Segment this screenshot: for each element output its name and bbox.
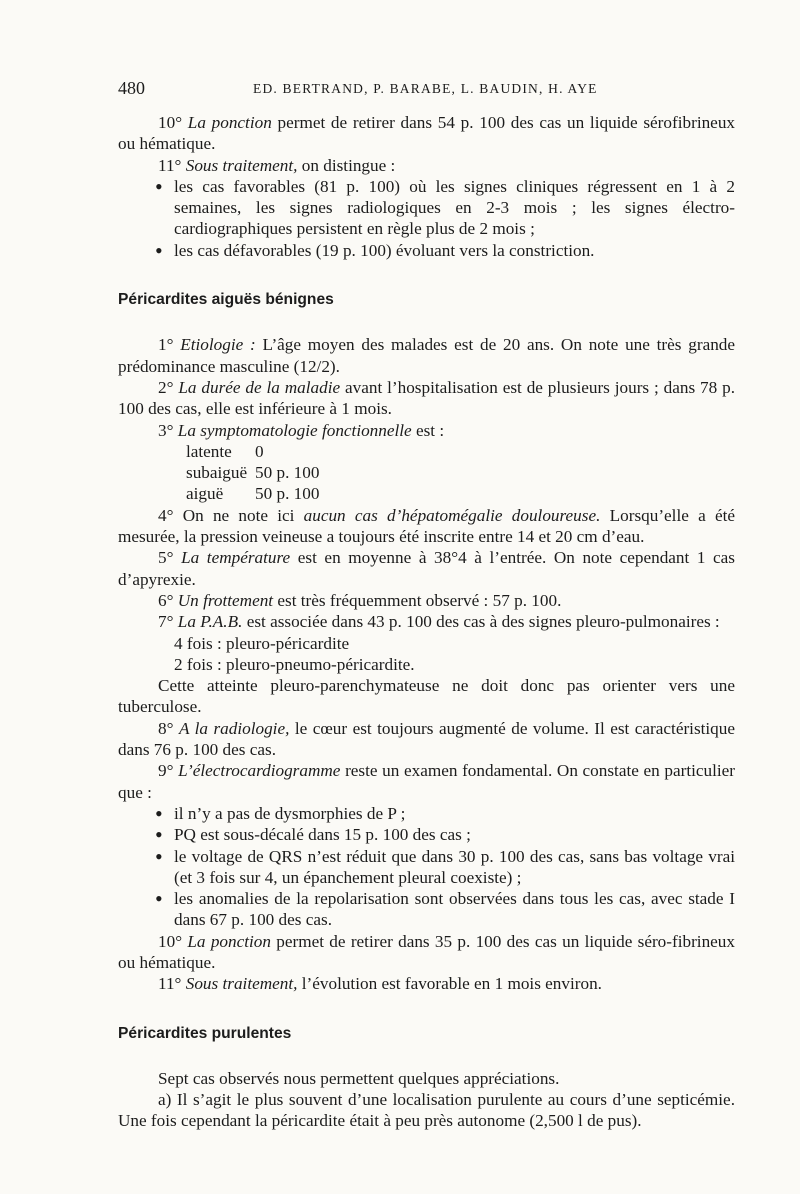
paragraph-7b-atteinte: Cette atteinte pleuro-parenchymateuse ne doit donc pas orienter vers une tuberculose. xyxy=(118,676,735,717)
paragraph-6-frottement: 6° Un frottement est très fréquemment observé : 57 p. 100. xyxy=(158,590,562,610)
table-row: subaiguë 50 p. 100 xyxy=(186,463,320,483)
list-item: • PQ est sous-décalé dans 15 p. 100 des cas ; xyxy=(174,824,735,845)
paragraph-purulentes-intro: Sept cas observés nous permettent quelques appréciations. xyxy=(158,1068,560,1088)
paragraph-11-traitement-benigne: 11° Sous traitement, l’évolution est favorable en 1 mois environ. xyxy=(158,974,602,994)
list-item: • les anomalies de la repolarisation sont observées dans tous les cas, avec stade I dans 67 p. 100 des cas. xyxy=(174,888,735,931)
paragraph-8-radiologie: 8° A la radiologie, le cœur est toujours augmenté de volume. Il est caractéristique dans 76 p. 100 des cas. xyxy=(118,718,735,760)
paragraph-10-ponction: 10° La ponction permet de retirer dans 54 p. 100 des cas un liquide sérofibrineux ou hématique. xyxy=(118,113,736,154)
list-item: • il n’y a pas de dysmorphies de P ; xyxy=(174,803,735,824)
paragraph-1-etiologie: 1° Etiologie : L’âge moyen des malades est de 20 ans. On note une très grande prédominance masculine (12/2). xyxy=(118,335,736,376)
list-item: • les cas défavorables (19 p. 100) évoluant vers la constriction. xyxy=(174,240,735,261)
section-heading-purulentes: Péricardites purulentes xyxy=(118,1024,292,1042)
paragraph-3-symptomatologie: 3° La symptomatologie fonctionnelle est : xyxy=(158,420,445,440)
paragraph-4-hepatomegalie: 4° On ne note ici aucun cas d’hépatomégalie douloureuse. Lorsqu’elle a été mesurée, la pression veineuse a toujours été inscrite entre 14 et 20 cm d’eau. xyxy=(118,505,735,547)
list-item: 2 fois : pleuro-pneumo-péricardite. xyxy=(174,654,415,674)
paragraph-10-ponction-benigne: 10° La ponction permet de retirer dans 35 p. 100 des cas un liquide séro-fibrineux ou hématique. xyxy=(118,931,735,972)
list-item: • le voltage de QRS n’est réduit que dans 30 p. 100 des cas, sans bas voltage vrai (et 3 fois sur 4, un épanchement pleural coexiste) ; xyxy=(174,846,735,889)
text-body xyxy=(118,112,735,1132)
bullet-list-outcomes xyxy=(118,176,735,261)
symptom-table xyxy=(186,441,319,505)
bullet-list-ecg xyxy=(118,803,735,931)
page-number: 480 xyxy=(118,78,145,98)
page-header xyxy=(118,78,738,102)
table-row: latente 0 xyxy=(186,441,264,461)
paragraph-5-temperature: 5° La température est en moyenne à 38°4 à l’entrée. On note cependant 1 cas d’apyrexie. xyxy=(118,548,735,589)
section-heading-benignes: Péricardites aiguës bénignes xyxy=(118,291,334,309)
pleuro-list xyxy=(174,633,735,676)
table-row: aiguë 50 p. 100 xyxy=(186,484,320,504)
paragraph-purulentes-a: a) Il s’agit le plus souvent d’une localisation purulente au cours d’une septicémie. Une fois cependant la péricardite était à peu près autonome (2,500 l de pus). xyxy=(118,1090,735,1131)
paragraph-11-traitement: 11° Sous traitement, on distingue : xyxy=(158,155,396,175)
list-item: 4 fois : pleuro-péricardite xyxy=(174,633,350,653)
running-title: ED. BERTRAND, P. BARABE, L. BAUDIN, H. AYE xyxy=(253,81,598,96)
paragraph-2-duree: 2° La durée de la maladie avant l’hospitalisation est de plusieurs jours ; dans 78 p. 100 des cas, elle est inférieure à 1 mois. xyxy=(118,377,735,419)
list-item: • les cas favorables (81 p. 100) où les signes cliniques régressent en 1 à 2 semaines, les signes radiologiques en 2-3 mois ; les signes électro-cardiographiques persistent en règle plus de 2 mois ; xyxy=(174,176,735,240)
paragraph-9-ecg: 9° L’électrocardiogramme reste un examen fondamental. On constate en particulier que : xyxy=(118,761,735,802)
paragraph-7-pab: 7° La P.A.B. est associée dans 43 p. 100 des cas à des signes pleuro-pulmonaires : xyxy=(158,612,720,632)
